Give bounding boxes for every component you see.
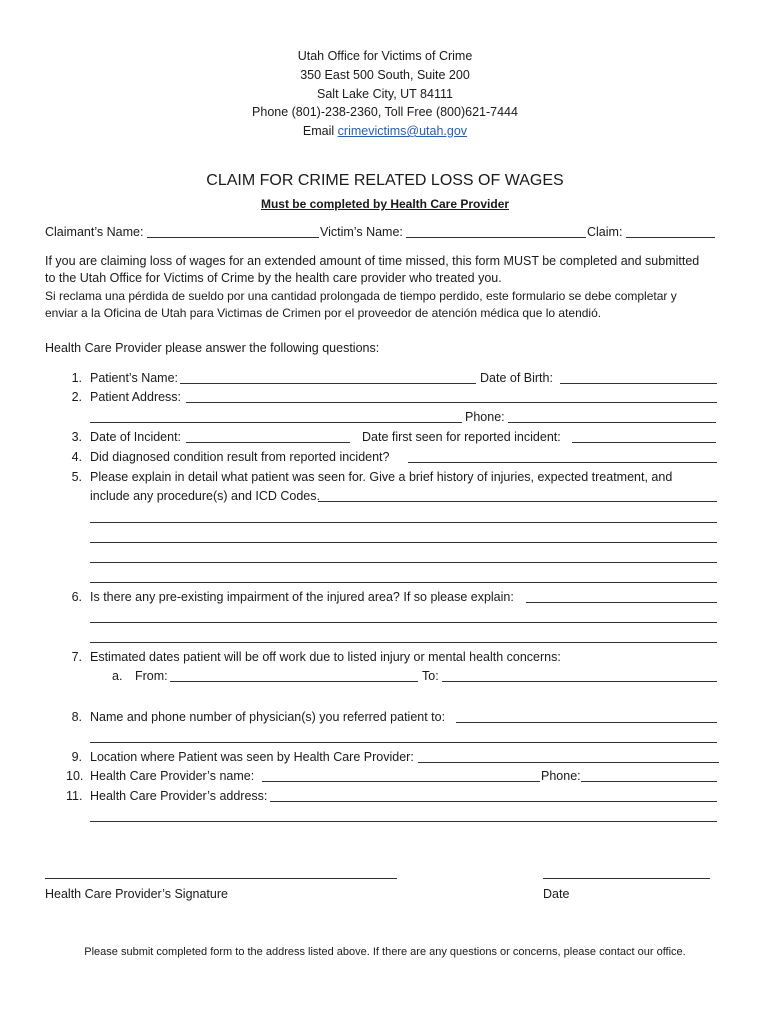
q7-to-label: To: bbox=[422, 669, 439, 683]
q7-from-field[interactable] bbox=[170, 681, 418, 682]
q1-dob-field[interactable] bbox=[560, 383, 717, 384]
q5-field-3[interactable] bbox=[90, 542, 717, 543]
q1-dob-label: Date of Birth: bbox=[480, 371, 553, 385]
q7-number: 7. bbox=[71, 650, 82, 664]
q11-number: 11. bbox=[66, 789, 83, 803]
q5-field-2[interactable] bbox=[90, 522, 717, 523]
q6-field-3[interactable] bbox=[90, 642, 717, 643]
q7-from-label: From: bbox=[135, 669, 168, 683]
q2-address-field-2[interactable] bbox=[90, 422, 462, 423]
victim-name-field[interactable] bbox=[406, 237, 586, 238]
q1-number: 1. bbox=[71, 371, 82, 385]
org-address-line1: 350 East 500 South, Suite 200 bbox=[300, 68, 470, 82]
q8-number: 8. bbox=[71, 710, 82, 724]
org-name: Utah Office for Victims of Crime bbox=[297, 49, 473, 63]
q2-phone-label: Phone: bbox=[465, 410, 505, 424]
q8-label: Name and phone number of physician(s) you referred patient to: bbox=[90, 710, 446, 724]
claim-label: Claim: bbox=[587, 225, 623, 239]
signature-field[interactable] bbox=[45, 878, 397, 879]
date-label: Date bbox=[543, 887, 570, 901]
form-title: CLAIM FOR CRIME RELATED LOSS OF WAGES bbox=[206, 172, 564, 189]
form-subtitle: Must be completed by Health Care Provider bbox=[260, 197, 510, 211]
q7-to-field[interactable] bbox=[442, 681, 717, 682]
q1-patient-name-field[interactable] bbox=[180, 383, 476, 384]
claimant-name-label: Claimant’s Name: bbox=[45, 225, 144, 239]
intro-spanish-line1: Si reclama una pérdida de sueldo por una cantidad prolongada de tiempo perdido, este formulario se debe completar y bbox=[45, 289, 677, 303]
q3-number: 3. bbox=[71, 430, 82, 444]
q4-field[interactable] bbox=[408, 462, 717, 463]
q6-label: Is there any pre-existing impairment of the injured area? If so please explain: bbox=[90, 590, 514, 604]
q9-field[interactable] bbox=[418, 762, 719, 763]
q10-phone-field[interactable] bbox=[581, 781, 717, 782]
q2-number: 2. bbox=[71, 390, 82, 404]
date-field[interactable] bbox=[543, 878, 710, 879]
provider-instruction: Health Care Provider please answer the following questions: bbox=[45, 341, 380, 355]
q5-field-1[interactable] bbox=[318, 501, 717, 502]
q10-label: Health Care Provider’s name: bbox=[90, 769, 255, 783]
q2-address-label: Patient Address: bbox=[90, 390, 182, 404]
q3-first-seen-label: Date first seen for reported incident: bbox=[362, 430, 561, 444]
q10-phone-label: Phone: bbox=[541, 769, 581, 783]
intro-english-line2: to the Utah Office for Victims of Crime by the health care provider who treated you. bbox=[45, 271, 502, 285]
q9-number: 9. bbox=[71, 750, 82, 764]
q11-label: Health Care Provider’s address: bbox=[90, 789, 268, 803]
signature-label: Health Care Provider’s Signature bbox=[45, 887, 228, 901]
q6-field-2[interactable] bbox=[90, 622, 717, 623]
q11-field-1[interactable] bbox=[270, 801, 717, 802]
q8-field-2[interactable] bbox=[90, 742, 717, 743]
q3-first-seen-field[interactable] bbox=[572, 442, 716, 443]
q5-label-line1: Please explain in detail what patient was seen for. Give a brief history of injuries, expected treatment, and bbox=[90, 470, 673, 484]
q7a-number: a. bbox=[112, 669, 123, 683]
q2-address-field[interactable] bbox=[186, 402, 717, 403]
org-email-row bbox=[0, 123, 770, 139]
email-link[interactable]: crimevictims@utah.gov bbox=[337, 124, 468, 138]
org-address-line2: Salt Lake City, UT 84111 bbox=[317, 87, 453, 101]
q6-number: 6. bbox=[71, 590, 82, 604]
email-label: Email bbox=[302, 124, 335, 138]
intro-spanish-line2: enviar a la Oficina de Utah para Victimas de Crimen por el proveedor de atención médica que lo atendió. bbox=[45, 306, 602, 320]
claimant-name-field[interactable] bbox=[147, 237, 319, 238]
q10-name-field[interactable] bbox=[262, 781, 540, 782]
q5-field-4[interactable] bbox=[90, 562, 717, 563]
q1-patient-name-label: Patient’s Name: bbox=[90, 371, 179, 385]
q4-number: 4. bbox=[71, 450, 82, 464]
q3-incident-date-field[interactable] bbox=[186, 442, 350, 443]
q8-field-1[interactable] bbox=[456, 722, 717, 723]
claim-field[interactable] bbox=[626, 237, 715, 238]
q2-phone-field[interactable] bbox=[508, 422, 716, 423]
intro-english-line1: If you are claiming loss of wages for an extended amount of time missed, this form MUST be completed and submitted bbox=[45, 254, 700, 268]
q11-field-2[interactable] bbox=[90, 821, 717, 822]
q5-field-5[interactable] bbox=[90, 582, 717, 583]
q5-number: 5. bbox=[71, 470, 82, 484]
victim-name-label: Victim’s Name: bbox=[320, 225, 403, 239]
q6-field-1[interactable] bbox=[526, 602, 717, 603]
org-phone: Phone (801)-238-2360, Toll Free (800)621-7444 bbox=[252, 105, 518, 119]
footer-note: Please submit completed form to the address listed above. If there are any questions or concerns, please contact our office. bbox=[84, 946, 686, 958]
q10-number: 10. bbox=[66, 769, 84, 783]
q7-label: Estimated dates patient will be off work due to listed injury or mental health concerns: bbox=[90, 650, 561, 664]
q3-incident-date-label: Date of Incident: bbox=[90, 430, 182, 444]
q4-label: Did diagnosed condition result from reported incident? bbox=[90, 450, 390, 464]
q5-label-line2: include any procedure(s) and ICD Codes. bbox=[90, 489, 320, 503]
q9-label: Location where Patient was seen by Health Care Provider: bbox=[90, 750, 414, 764]
